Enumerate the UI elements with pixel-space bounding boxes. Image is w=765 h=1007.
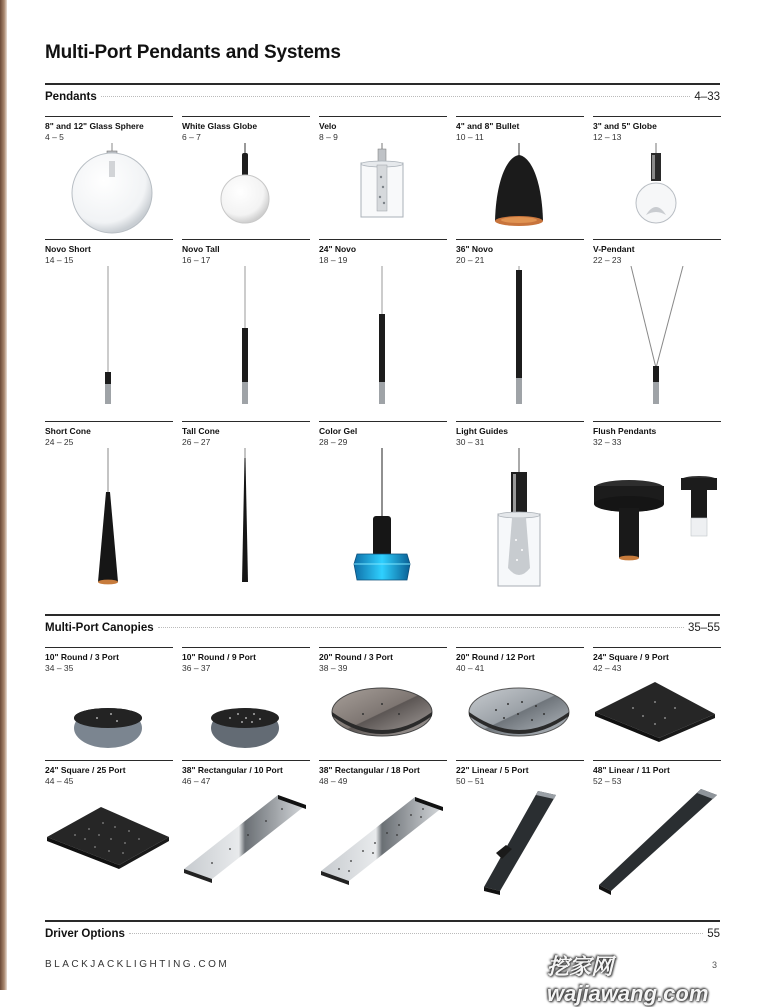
item-name: 4" and 8" Bullet (456, 121, 520, 131)
leader-dots (129, 933, 703, 934)
item-name: V-Pendant (593, 244, 635, 254)
item-pages: 10 – 11 (456, 132, 484, 142)
catalog-item-white-globe[interactable] (182, 116, 310, 142)
linear-canopy-icon (456, 787, 584, 897)
catalog-item-square-25-port[interactable] (45, 760, 173, 786)
catalog-item-short-cone[interactable] (45, 421, 173, 447)
item-pages: 46 – 47 (182, 776, 211, 786)
page-number: 3 (712, 960, 718, 970)
section-title: Pendants (45, 91, 97, 103)
round-canopy-icon (182, 674, 310, 764)
item-name: 48" Linear / 11 Port (593, 765, 670, 775)
catalog-item-globe[interactable] (593, 116, 721, 142)
item-name: 24" Square / 25 Port (45, 765, 126, 775)
catalog-item-color-gel[interactable] (319, 421, 447, 447)
leader-dots (101, 96, 691, 97)
white-globe-pendant-icon (182, 143, 310, 239)
catalog-item-tall-cone[interactable] (182, 421, 310, 447)
item-pages: 24 – 25 (45, 437, 74, 447)
item-pages: 40 – 41 (456, 663, 485, 673)
section-title: Driver Options (45, 928, 125, 940)
item-pages: 14 – 15 (45, 255, 74, 265)
item-name: 38" Rectangular / 18 Port (319, 765, 420, 775)
item-pages: 18 – 19 (319, 255, 348, 265)
item-pages: 12 – 13 (593, 132, 622, 142)
catalog-item-flush-pendants[interactable] (593, 421, 721, 447)
catalog-item-bullet[interactable] (456, 116, 584, 142)
item-pages: 4 – 5 (45, 132, 64, 142)
item-pages: 20 – 21 (456, 255, 485, 265)
novo-36-pendant-icon (456, 266, 584, 410)
item-name: 10" Round / 9 Port (182, 652, 256, 662)
item-pages: 22 – 23 (593, 255, 622, 265)
item-name: 22" Linear / 5 Port (456, 765, 529, 775)
item-name: Velo (319, 121, 337, 131)
item-name: Novo Tall (182, 244, 220, 254)
item-pages: 50 – 51 (456, 776, 485, 786)
v-pendant-icon (593, 266, 721, 410)
catalog-item-round-9-port[interactable] (182, 647, 310, 673)
catalog-item-velo[interactable] (319, 116, 447, 142)
section-pages: 4–33 (694, 91, 720, 103)
item-name: Color Gel (319, 426, 358, 436)
square-canopy-icon (593, 674, 721, 764)
item-pages: 38 – 39 (319, 663, 348, 673)
linear-canopy-icon (593, 787, 721, 897)
item-pages: 30 – 31 (456, 437, 485, 447)
rectangular-canopy-icon (319, 787, 447, 897)
item-name: White Glass Globe (182, 121, 258, 131)
glass-sphere-pendant-icon (45, 143, 173, 239)
catalog-item-linear-5-port[interactable] (456, 760, 584, 786)
catalog-item-rect-10-port[interactable] (182, 760, 310, 786)
globe-pendant-icon (593, 143, 721, 239)
item-name: 24" Square / 9 Port (593, 652, 669, 662)
footer-website: BLACKJACKLIGHTING.COM (45, 959, 230, 970)
catalog-item-rect-18-port[interactable] (319, 760, 447, 786)
catalog-item-round-20-3-port[interactable] (319, 647, 447, 673)
item-name: 10" Round / 3 Port (45, 652, 119, 662)
section-pages: 35–55 (688, 622, 720, 634)
item-pages: 6 – 7 (182, 132, 201, 142)
item-name: Light Guides (456, 426, 508, 436)
item-name: 24" Novo (319, 244, 357, 254)
novo-short-pendant-icon (45, 266, 173, 410)
velo-pendant-icon (319, 143, 447, 239)
catalog-item-novo-36[interactable] (456, 239, 584, 265)
item-pages: 34 – 35 (45, 663, 74, 673)
catalog-item-light-guides[interactable] (456, 421, 584, 447)
novo-tall-pendant-icon (182, 266, 310, 410)
watermark: 挖家网 wajiawang.com (547, 954, 709, 1006)
item-pages: 36 – 37 (182, 663, 211, 673)
catalog-item-square-9-port[interactable] (593, 647, 721, 673)
rectangular-canopy-icon (182, 787, 310, 897)
section-title: Multi-Port Canopies (45, 622, 154, 634)
catalog-item-round-20-12-port[interactable] (456, 647, 584, 673)
item-pages: 42 – 43 (593, 663, 622, 673)
light-guides-pendant-icon (456, 448, 584, 592)
catalog-item-glass-sphere[interactable] (45, 116, 173, 142)
catalog-item-novo-24[interactable] (319, 239, 447, 265)
item-name: Short Cone (45, 426, 91, 436)
item-name: 20" Round / 12 Port (456, 652, 535, 662)
round-canopy-icon (456, 674, 584, 764)
item-name: 20" Round / 3 Port (319, 652, 393, 662)
bullet-pendant-icon (456, 143, 584, 239)
item-name: 38" Rectangular / 10 Port (182, 765, 283, 775)
item-pages: 52 – 53 (593, 776, 622, 786)
page-title: Multi-Port Pendants and Systems (45, 42, 341, 63)
item-pages: 28 – 29 (319, 437, 348, 447)
catalog-item-novo-tall[interactable] (182, 239, 310, 265)
item-pages: 48 – 49 (319, 776, 348, 786)
item-pages: 8 – 9 (319, 132, 338, 142)
page-edge (0, 0, 7, 990)
section-driver-options (45, 920, 720, 940)
section-pages: 55 (707, 928, 720, 940)
tall-cone-pendant-icon (182, 448, 310, 592)
catalog-item-v-pendant[interactable] (593, 239, 721, 265)
item-name: 36" Novo (456, 244, 494, 254)
square-canopy-icon (45, 787, 173, 897)
item-name: Tall Cone (182, 426, 220, 436)
catalog-item-round-3-port[interactable] (45, 647, 173, 673)
section-canopies (45, 614, 720, 634)
round-canopy-icon (45, 674, 173, 764)
catalog-item-linear-11-port[interactable] (593, 760, 721, 786)
round-canopy-icon (319, 674, 447, 764)
item-pages: 16 – 17 (182, 255, 211, 265)
section-pendants (45, 83, 720, 103)
leader-dots (158, 627, 684, 628)
item-name: 3" and 5" Globe (593, 121, 657, 131)
item-pages: 44 – 45 (45, 776, 74, 786)
item-name: Flush Pendants (593, 426, 657, 436)
item-name: Novo Short (45, 244, 91, 254)
flush-pendant-icon (593, 448, 721, 592)
catalog-item-novo-short[interactable] (45, 239, 173, 265)
novo-24-pendant-icon (319, 266, 447, 410)
color-gel-pendant-icon (319, 448, 447, 592)
item-pages: 32 – 33 (593, 437, 622, 447)
short-cone-pendant-icon (45, 448, 173, 592)
item-name: 8" and 12" Glass Sphere (45, 121, 144, 131)
item-pages: 26 – 27 (182, 437, 211, 447)
